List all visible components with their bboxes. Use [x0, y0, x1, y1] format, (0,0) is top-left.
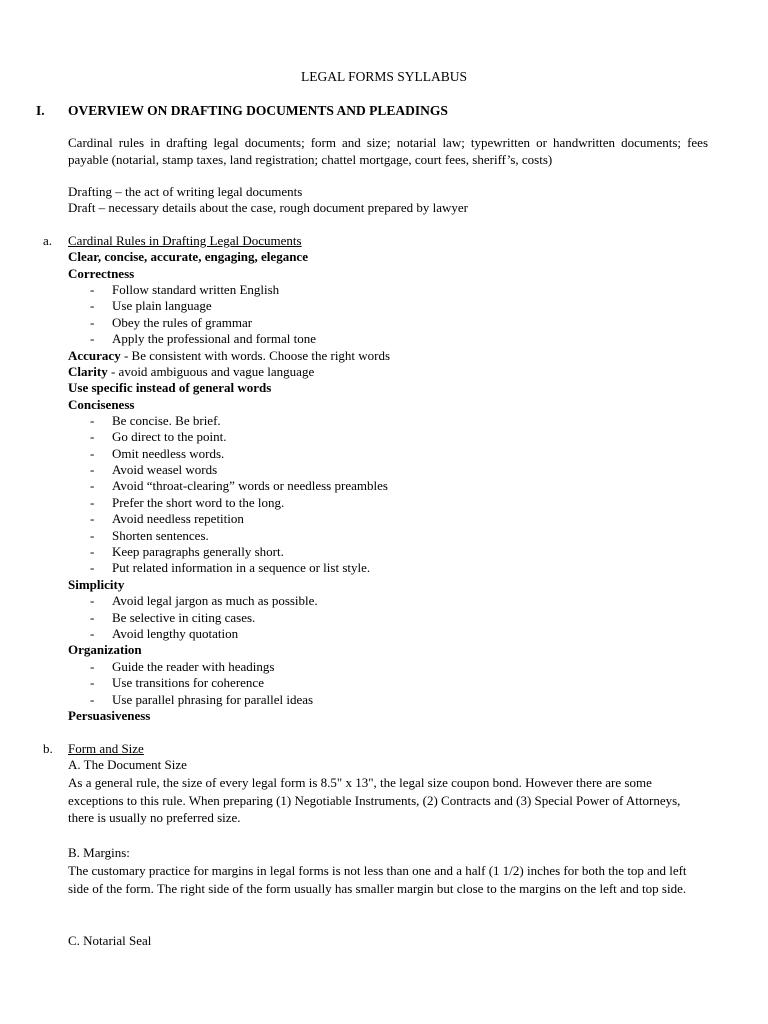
accuracy-text: - Be consistent with words. Choose the right words [120, 348, 391, 363]
part-b-heading: Form and Size [68, 741, 144, 756]
list-item: Omit needless words. [112, 446, 225, 461]
list-dash: - [90, 626, 95, 641]
list-item: Guide the reader with headings [112, 659, 275, 674]
part-a-summary: Clear, concise, accurate, engaging, elegance [68, 249, 308, 264]
list-item: Shorten sentences. [112, 528, 209, 543]
list-dash: - [90, 692, 95, 707]
list-item: Be concise. Be brief. [112, 413, 221, 428]
list-dash: - [90, 560, 95, 575]
list-item: Use plain language [112, 298, 212, 313]
list-item: Use parallel phrasing for parallel ideas [112, 692, 314, 707]
list-dash: - [90, 413, 95, 428]
list-item: Prefer the short word to the long. [112, 495, 285, 510]
list-item: Avoid “throat-clearing” words or needless preambles [112, 478, 388, 493]
simplicity-heading: Simplicity [68, 577, 125, 592]
list-dash: - [90, 528, 95, 543]
list-dash: - [90, 331, 95, 346]
list-dash: - [90, 298, 95, 313]
correctness-heading: Correctness [68, 266, 135, 281]
section-number: I. [36, 103, 45, 118]
specific-words-line: Use specific instead of general words [68, 380, 272, 395]
margins-heading: B. Margins: [68, 845, 130, 860]
list-dash: - [90, 675, 95, 690]
definition-draft: Draft – necessary details about the case, rough document prepared by lawyer [68, 200, 468, 215]
list-dash: - [90, 593, 95, 608]
conciseness-heading: Conciseness [68, 397, 135, 412]
part-a-heading: Cardinal Rules in Drafting Legal Documents [68, 233, 302, 248]
document-size-heading: A. The Document Size [68, 757, 187, 772]
section-title: OVERVIEW ON DRAFTING DOCUMENTS AND PLEADINGS [68, 103, 448, 118]
definition-drafting: Drafting – the act of writing legal documents [68, 184, 303, 199]
part-a-marker: a. [43, 233, 53, 248]
accuracy-label: Accuracy [68, 348, 121, 363]
persuasiveness-heading: Persuasiveness [68, 708, 151, 723]
list-dash: - [90, 478, 95, 493]
list-dash: - [90, 544, 95, 559]
list-item: Avoid needless repetition [112, 511, 244, 526]
list-item: Go direct to the point. [112, 429, 227, 444]
margins-paragraph: The customary practice for margins in legal forms is not less than one and a half (1 1/2) inches for both the top and left side of the form. The right side of the form usually has smaller margin but close to the margins on the left and top side. [68, 863, 687, 896]
list-dash: - [90, 315, 95, 330]
list-item: Keep paragraphs generally short. [112, 544, 284, 559]
list-dash: - [90, 610, 95, 625]
list-item: Follow standard written English [112, 282, 280, 297]
list-item: Put related information in a sequence or list style. [112, 560, 371, 575]
list-dash: - [90, 462, 95, 477]
document-size-paragraph: As a general rule, the size of every legal form is 8.5" x 13", the legal size coupon bond. However there are some exceptions to this rule. When preparing (1) Negotiable Instruments, (2) Contracts and (3) Special Power of Attorneys, there is usually no preferred size. [68, 775, 681, 825]
list-item: Apply the professional and formal tone [112, 331, 316, 346]
list-item: Obey the rules of grammar [112, 315, 253, 330]
notarial-seal-heading: C. Notarial Seal [68, 933, 152, 948]
list-dash: - [90, 511, 95, 526]
list-item: Avoid weasel words [112, 462, 218, 477]
clarity-text: - avoid ambiguous and vague language [107, 364, 315, 379]
list-item: Use transitions for coherence [112, 675, 264, 690]
document-title: LEGAL FORMS SYLLABUS [300, 69, 468, 84]
organization-heading: Organization [68, 642, 142, 657]
list-dash: - [90, 282, 95, 297]
list-dash: - [90, 495, 95, 510]
list-item: Avoid lengthy quotation [112, 626, 239, 641]
list-dash: - [90, 659, 95, 674]
clarity-label: Clarity [68, 364, 108, 379]
list-item: Be selective in citing cases. [112, 610, 256, 625]
list-dash: - [90, 429, 95, 444]
list-item: Avoid legal jargon as much as possible. [112, 593, 318, 608]
accuracy-line [68, 348, 390, 364]
intro-paragraph: Cardinal rules in drafting legal documents; form and size; notarial law; typewritten or handwritten documents; fees payable (notarial, stamp taxes, land registration; chattel mortgage, court fees, sheriff’s, costs) [68, 135, 708, 167]
list-dash: - [90, 446, 95, 461]
part-b-marker: b. [43, 741, 53, 756]
clarity-line [68, 364, 314, 380]
